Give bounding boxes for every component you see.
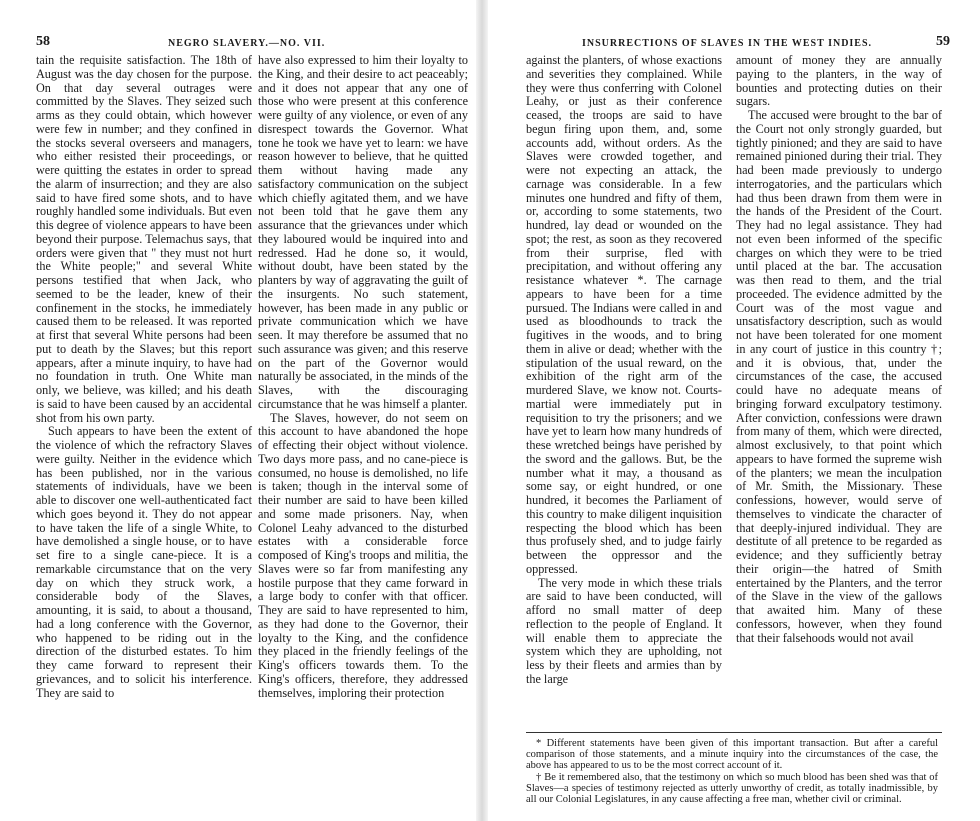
page-number: 59 xyxy=(936,34,950,49)
paragraph: The very mode in which these trials are said to have been conducted, will afford no small matter of deep reflection to the people of England. It will enable them to appreciate the system which they are upholding, not less by their fleets and armies than by the large xyxy=(526,575,722,686)
paragraph: against the planters, of whose exactions and severities they complained. While they were thus conferring with Colonel Leahy, or just as their conference ceased, the troops are said to have begun firing upon them, and, some accounts add, without orders. As the Slaves were crowded together, and were not expecting an attack, the carnage was considerable. In a few minutes one hundred and fifty of them, or, according to some statements, two hundred, lay dead or wounded on the spot; the rest, as soon as they recovered from their surprise, fled with precipitation, and without offering any resistance whatever *. The carnage appears to have been for a time pursued. The Indians were called in and used as bloodhounds to track the fugitives in the woods, and to bring them in alive or dead; whether with the stipulation of the usual reward, on the exhibition of the right arm of the murdered Slave, we know not. Courts-martial were immediately put in requisition to try the prisoners; and we have yet to learn how many hundreds of these wretched beings have perished by the sword and the gallows. But, be the number what it may, a thousand as some say, or eight hundred, or one hundred, it becomes the Parliament of this country to make diligent inquisition respecting the blood which has been thus profusely shed, and to judge fairly between the oppressor and the oppressed. xyxy=(526,53,722,576)
paragraph: The accused were brought to the bar of the Court not only strongly guarded, but tightly pinioned; and they are said to have remained pinioned during their trial. They had been made previously to undergo interrogatories, and the particulars which had thus been drawn from them were in the hands of the President of the Court. They had no legal assistance. They had not even been informed of the specific charges on which they were to be tried until placed at the bar. The accusation was then read to them, and the trial proceeded. The evidence admitted by the Court was of the most vague and unsatisfactory description, such as would not have been tolerated for one moment in any court of justice in this country †; and it is obvious, that, under the circumstances of the case, the accused could have no adequate means of bringing forward exculpatory testimony. After conviction, confessions were drawn from many of them, which were directed, almost exclusively, to that point which appears to have formed the supreme wish of the planters; we mean the inculpation of Mr. Smith, the Missionary. These confessions, however, would serve of themselves to vindicate the character of that deeply-injured individual. They are destitute of all pretence to be regarded as evidence; and they sufficiently betray their origin—the hatred of Smith entertained by the Planters, and the terror of the Slave in the view of the gallows that awaited him. Many of these confessors, however, when they found that their falsehoods would not avail xyxy=(736,108,942,645)
paragraph: have also expressed to him their loyalty to the King, and their desire to act peaceably; and it does not appear that any one of those who were present at this conference were guilty of any violence, or even of any disrespect towards the Governor. What tone he took we have yet to learn: we have reason however to believe, that he quitted them without having made any satisfactory communication on the subject which chiefly agitated them, and we have not been told that he gave them any assurance that the grievances under which they laboured would be inquired into and redressed. Had he done so, it would, without doubt, have been stated by the planters by way of aggravating the guilt of the insurgents. No such statement, however, has been made in any public or private communication which we have seen. It may therefore be assumed that no such assurance was given; and this reserve on the part of the Governor would naturally be associated, in the minds of the Slaves, with the discouraging circumstance that he was himself a planter. xyxy=(258,53,468,411)
text-column-left xyxy=(526,54,722,687)
left-page xyxy=(0,0,474,821)
paragraph: amount of money they are annually paying to the planters, in the way of bounties and protecting duties on their sugars. xyxy=(736,53,942,109)
text-column-left xyxy=(36,54,252,700)
right-page xyxy=(490,0,980,821)
text-column-right xyxy=(736,54,942,645)
footnote: † Be it remembered also, that the testimony on which so much blood has been shed was that of Slaves—a species of testimony rejected as utterly unworthy of credit, as totally inadmissible, by all our Colonial Legislatures, in any cause affecting a free man, whether civil or criminal. xyxy=(526,771,938,806)
paragraph: The Slaves, however, do not seem on this account to have abandoned the hope of effecting their object without violence. Two days more pass, and no cane-piece is consumed, no house is demolished, no life is taken; though in the interval some of their number are said to have been killed and some made prisoners. Nay, when Colonel Leahy advanced to the disturbed estates with a considerable force composed of King's troops and militia, the Slaves were so far from manifesting any hostile purpose that they came forward in a large body to confer with that officer. They are said to have represented to him, as they had done to the Governor, their loyalty to the King, and the confidence they placed in the friendly feelings of the King's officers towards them. To the King's officers, therefore, they addressed themselves, imploring their protection xyxy=(258,410,468,700)
running-head: NEGRO SLAVERY.—NO. VII. xyxy=(168,38,326,49)
page-number: 58 xyxy=(36,34,50,49)
running-head: INSURRECTIONS OF SLAVES IN THE WEST INDIES. xyxy=(582,38,873,49)
text-column-right xyxy=(258,54,468,700)
footnote-rule xyxy=(526,732,942,733)
book-gutter xyxy=(476,0,488,821)
paragraph: Such appears to have been the extent of the violence of which the refractory Slaves were guilty. Neither in the evidence which has been published, nor in the various statements of individuals, have we been able to discover one well-authenticated fact which goes beyond it. They do not appear to have taken the life of a single White, to have demolished a single house, or to have set fire to a single cane-piece. It is a remarkable circumstance that on the very day on which they struck work, a considerable body of the Slaves, amounting, it is said, to about a thousand, had a long conference with the Governor, who happened to be riding out in the direction of the disturbed estates. To him they came forward to represent their grievances, and to solicit his interference. They are said to xyxy=(36,424,252,700)
footnotes xyxy=(526,738,938,805)
paragraph: tain the requisite satisfaction. The 18th of August was the day chosen for the purpose. On that day several outrages were committed by the Slaves. They seized such arms as they could obtain, which however were few in number; and they confined in the stocks several overseers and managers, who either resisted their proceedings, or were quitting the estates in order to spread the alarm of insurrection; and they are also said to have fired some shots, and to have roughly handled some individuals. But even this degree of violence appears to have been beyond their purpose. Telemachus says, that orders were given that " they must not hurt the White people;" and several White persons testified that when Jack, who seemed to be the leader, knew of their confinement in the stocks, he immediately caused them to be released. It was reported at first that several White persons had been put to death by the Slaves; but this report appears, after a minute inquiry, to have had no foundation in truth. One White man only, we believe, was killed; and his death is said to have been caused by an accidental shot from his own party. xyxy=(36,53,252,425)
footnote: * Different statements have been given of this important transaction. But after a careful comparison of those statements, and a minute inquiry into the circumstances of the case, the above has appeared to us to be the most correct account of it. xyxy=(526,738,938,772)
